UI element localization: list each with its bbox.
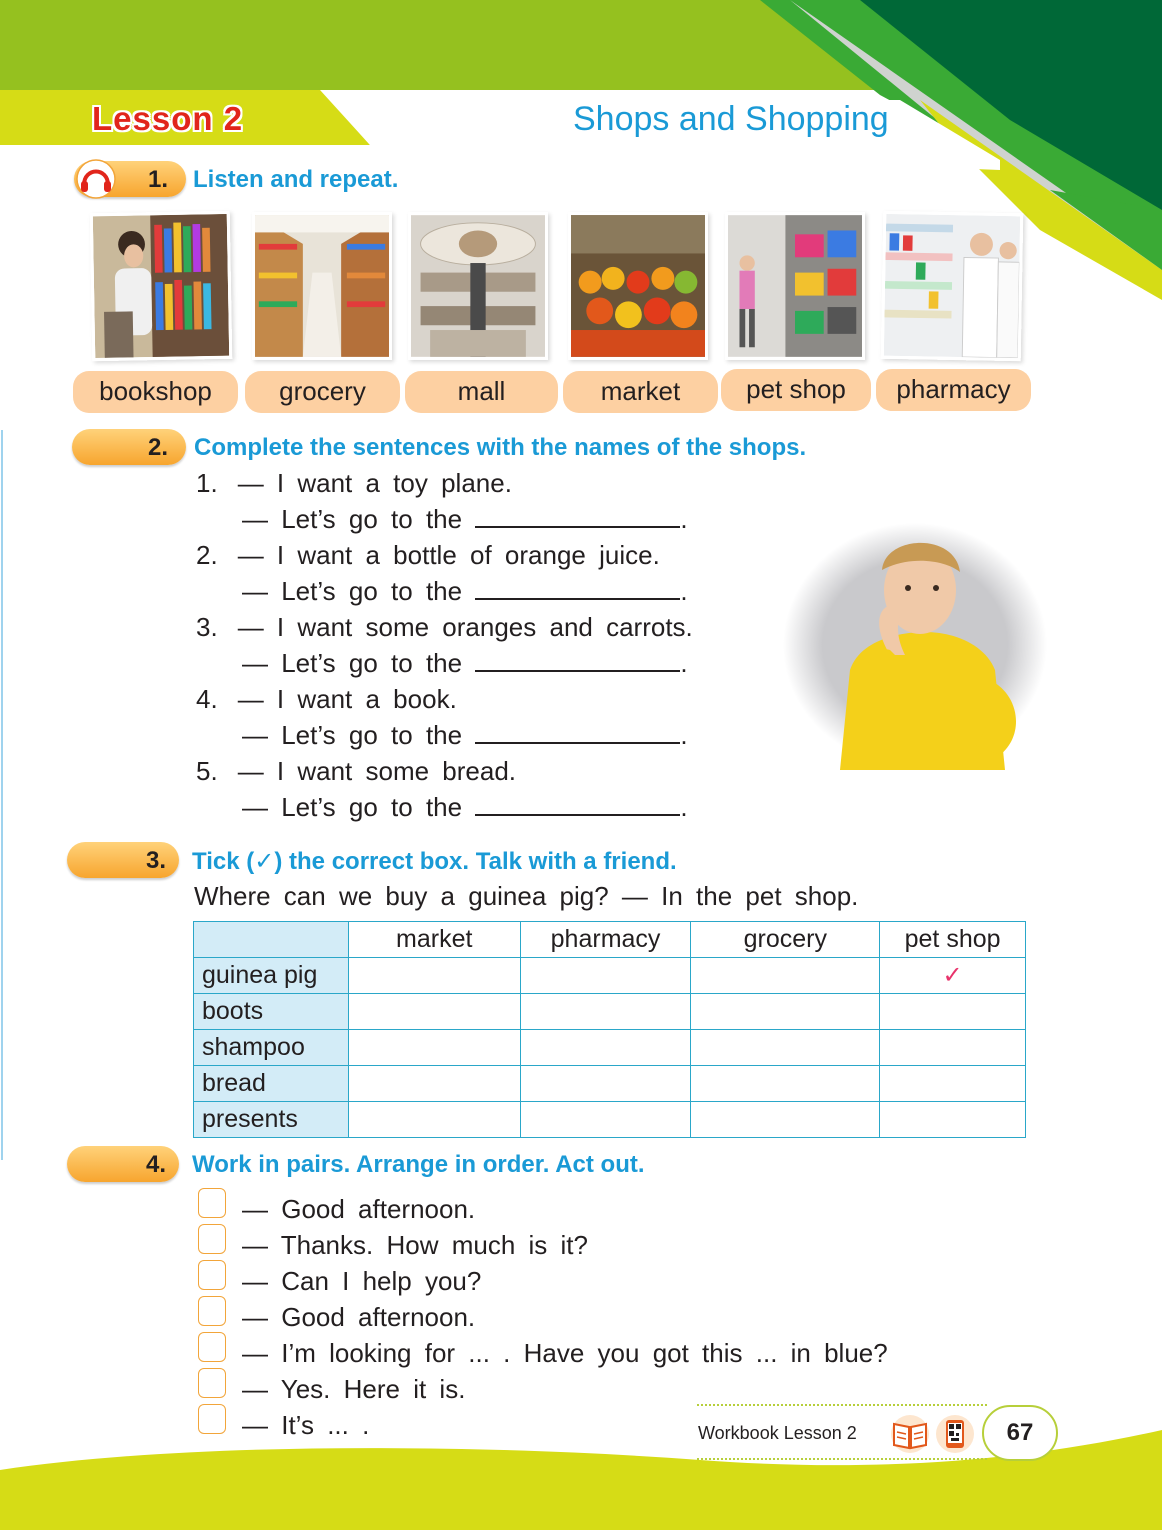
tick-box[interactable] bbox=[880, 1066, 1026, 1102]
task-1-title: Listen and repeat. bbox=[193, 166, 399, 193]
answer-blank-1[interactable] bbox=[475, 506, 680, 528]
column-header-grocery: grocery bbox=[691, 922, 880, 958]
item-answer-prefix: — Let’s go to the bbox=[242, 504, 463, 534]
mall-photo bbox=[408, 212, 548, 360]
sentence-5-answer bbox=[242, 792, 688, 823]
word-pet-shop: pet shop bbox=[721, 369, 871, 411]
task-4-title: Work in pairs. Arrange in order. Act out. bbox=[192, 1151, 645, 1178]
sentence-4-question bbox=[196, 684, 457, 715]
order-box-7[interactable] bbox=[198, 1404, 226, 1434]
item-question: — I want a bottle of orange juice. bbox=[237, 540, 660, 570]
word-pharmacy: pharmacy bbox=[876, 369, 1031, 411]
tick-box-checked[interactable]: ✓ bbox=[880, 958, 1026, 994]
item-question: — I want a book. bbox=[237, 684, 457, 714]
table-row bbox=[194, 1066, 1026, 1102]
word-market: market bbox=[563, 371, 718, 413]
task-2-title: Complete the sentences with the names of the shops. bbox=[194, 434, 807, 461]
page-number: 67 bbox=[982, 1405, 1058, 1461]
item-question: — I want a toy plane. bbox=[237, 468, 512, 498]
task-2-pill bbox=[72, 429, 186, 465]
order-box-5[interactable] bbox=[198, 1332, 226, 1362]
tick-box[interactable] bbox=[691, 958, 880, 994]
table-header-corner bbox=[194, 922, 349, 958]
task-4-number: 4. bbox=[146, 1151, 167, 1178]
pharmacy-photo bbox=[881, 211, 1024, 361]
item-number: 3. bbox=[196, 612, 218, 642]
grocery-photo bbox=[252, 212, 392, 360]
tick-box[interactable] bbox=[348, 1066, 520, 1102]
tick-box[interactable] bbox=[691, 1066, 880, 1102]
task-1-number: 1. bbox=[148, 166, 169, 193]
tick-box[interactable] bbox=[348, 994, 520, 1030]
sentence-2-answer bbox=[242, 576, 688, 607]
row-label-bread: bread bbox=[194, 1066, 349, 1102]
item-answer-end: . bbox=[680, 576, 688, 606]
task-3-example: Where can we buy a guinea pig? — In the pet shop. bbox=[194, 881, 859, 911]
word-grocery: grocery bbox=[245, 371, 400, 413]
dialogue-line-6: — Yes. Here it is. bbox=[242, 1374, 466, 1404]
tick-box[interactable] bbox=[348, 958, 520, 994]
answer-blank-2[interactable] bbox=[475, 578, 680, 600]
lesson-title: Shops and Shopping bbox=[573, 100, 889, 138]
word-mall: mall bbox=[405, 371, 558, 413]
order-box-1[interactable] bbox=[198, 1188, 226, 1218]
table-row bbox=[194, 994, 1026, 1030]
answer-blank-4[interactable] bbox=[475, 722, 680, 744]
item-answer-prefix: — Let’s go to the bbox=[242, 648, 463, 678]
sentence-3-question bbox=[196, 612, 693, 643]
table-row bbox=[194, 958, 1026, 994]
market-photo bbox=[568, 212, 708, 360]
order-box-2[interactable] bbox=[198, 1224, 226, 1254]
row-label-presents: presents bbox=[194, 1102, 349, 1138]
item-answer-end: . bbox=[680, 792, 688, 822]
dialogue-line-5: — I’m looking for ... . Have you got this ... in blue? bbox=[242, 1338, 888, 1368]
order-box-4[interactable] bbox=[198, 1296, 226, 1326]
tick-box[interactable] bbox=[520, 1066, 691, 1102]
item-answer-end: . bbox=[680, 648, 688, 678]
lesson-label: Lesson 2 bbox=[92, 100, 244, 137]
item-number: 5. bbox=[196, 756, 218, 786]
order-box-6[interactable] bbox=[198, 1368, 226, 1398]
dialogue-line-4: — Good afternoon. bbox=[242, 1302, 476, 1332]
tick-box[interactable] bbox=[880, 1102, 1026, 1138]
item-answer-prefix: — Let’s go to the bbox=[242, 720, 463, 750]
column-header-market: market bbox=[348, 922, 520, 958]
item-number: 4. bbox=[196, 684, 218, 714]
tick-box[interactable] bbox=[880, 994, 1026, 1030]
tick-box[interactable] bbox=[691, 1030, 880, 1066]
dialogue-line-7: — It’s ... . bbox=[242, 1410, 370, 1440]
item-question: — I want some bread. bbox=[237, 756, 517, 786]
table-header-row bbox=[194, 922, 1026, 958]
dialogue-line-2: — Thanks. How much is it? bbox=[242, 1230, 588, 1260]
tick-box[interactable] bbox=[691, 1102, 880, 1138]
task-3-number: 3. bbox=[146, 847, 167, 874]
tick-box[interactable] bbox=[520, 994, 691, 1030]
order-box-3[interactable] bbox=[198, 1260, 226, 1290]
answer-blank-3[interactable] bbox=[475, 650, 680, 672]
dialogue-line-1: — Good afternoon. bbox=[242, 1194, 476, 1224]
item-answer-end: . bbox=[680, 720, 688, 750]
table-row bbox=[194, 1102, 1026, 1138]
row-label-boots: boots bbox=[194, 994, 349, 1030]
dialogue-line-3: — Can I help you? bbox=[242, 1266, 482, 1296]
sentence-5-question bbox=[196, 756, 516, 787]
row-label-guinea-pig: guinea pig bbox=[194, 958, 349, 994]
tick-box[interactable] bbox=[520, 1102, 691, 1138]
item-question: — I want some oranges and carrots. bbox=[237, 612, 693, 642]
tick-box[interactable] bbox=[520, 958, 691, 994]
word-bookshop: bookshop bbox=[73, 371, 238, 413]
thinking-boy-photo bbox=[780, 520, 1050, 770]
tick-box[interactable] bbox=[520, 1030, 691, 1066]
sentence-1-answer bbox=[242, 504, 688, 535]
column-header-pharmacy: pharmacy bbox=[520, 922, 691, 958]
item-number: 2. bbox=[196, 540, 218, 570]
tick-box[interactable] bbox=[691, 994, 880, 1030]
tick-box[interactable] bbox=[348, 1102, 520, 1138]
column-header-pet-shop: pet shop bbox=[880, 922, 1026, 958]
workbook-label: Workbook Lesson 2 bbox=[698, 1423, 857, 1443]
task-3-title: Tick (✓) the correct box. Talk with a friend. bbox=[192, 848, 677, 875]
row-label-shampoo: shampoo bbox=[194, 1030, 349, 1066]
pet-shop-photo bbox=[725, 212, 865, 360]
headphones-icon[interactable] bbox=[74, 159, 118, 199]
task-2-number: 2. bbox=[148, 434, 169, 461]
shop-table bbox=[193, 921, 1026, 1138]
item-answer-prefix: — Let’s go to the bbox=[242, 792, 463, 822]
tick-box[interactable] bbox=[348, 1030, 520, 1066]
sentence-3-answer bbox=[242, 648, 688, 679]
sentence-4-answer bbox=[242, 720, 688, 751]
item-answer-prefix: — Let’s go to the bbox=[242, 576, 463, 606]
item-number: 1. bbox=[196, 468, 218, 498]
bookshop-photo bbox=[90, 211, 233, 361]
table-row bbox=[194, 1030, 1026, 1066]
answer-blank-5[interactable] bbox=[475, 794, 680, 816]
tick-box[interactable] bbox=[880, 1030, 1026, 1066]
qr-code-icon[interactable] bbox=[935, 1414, 975, 1454]
workbook-icon[interactable] bbox=[888, 1414, 932, 1454]
sentence-1-question bbox=[196, 468, 512, 499]
sentence-2-question bbox=[196, 540, 660, 571]
item-answer-end: . bbox=[680, 504, 688, 534]
